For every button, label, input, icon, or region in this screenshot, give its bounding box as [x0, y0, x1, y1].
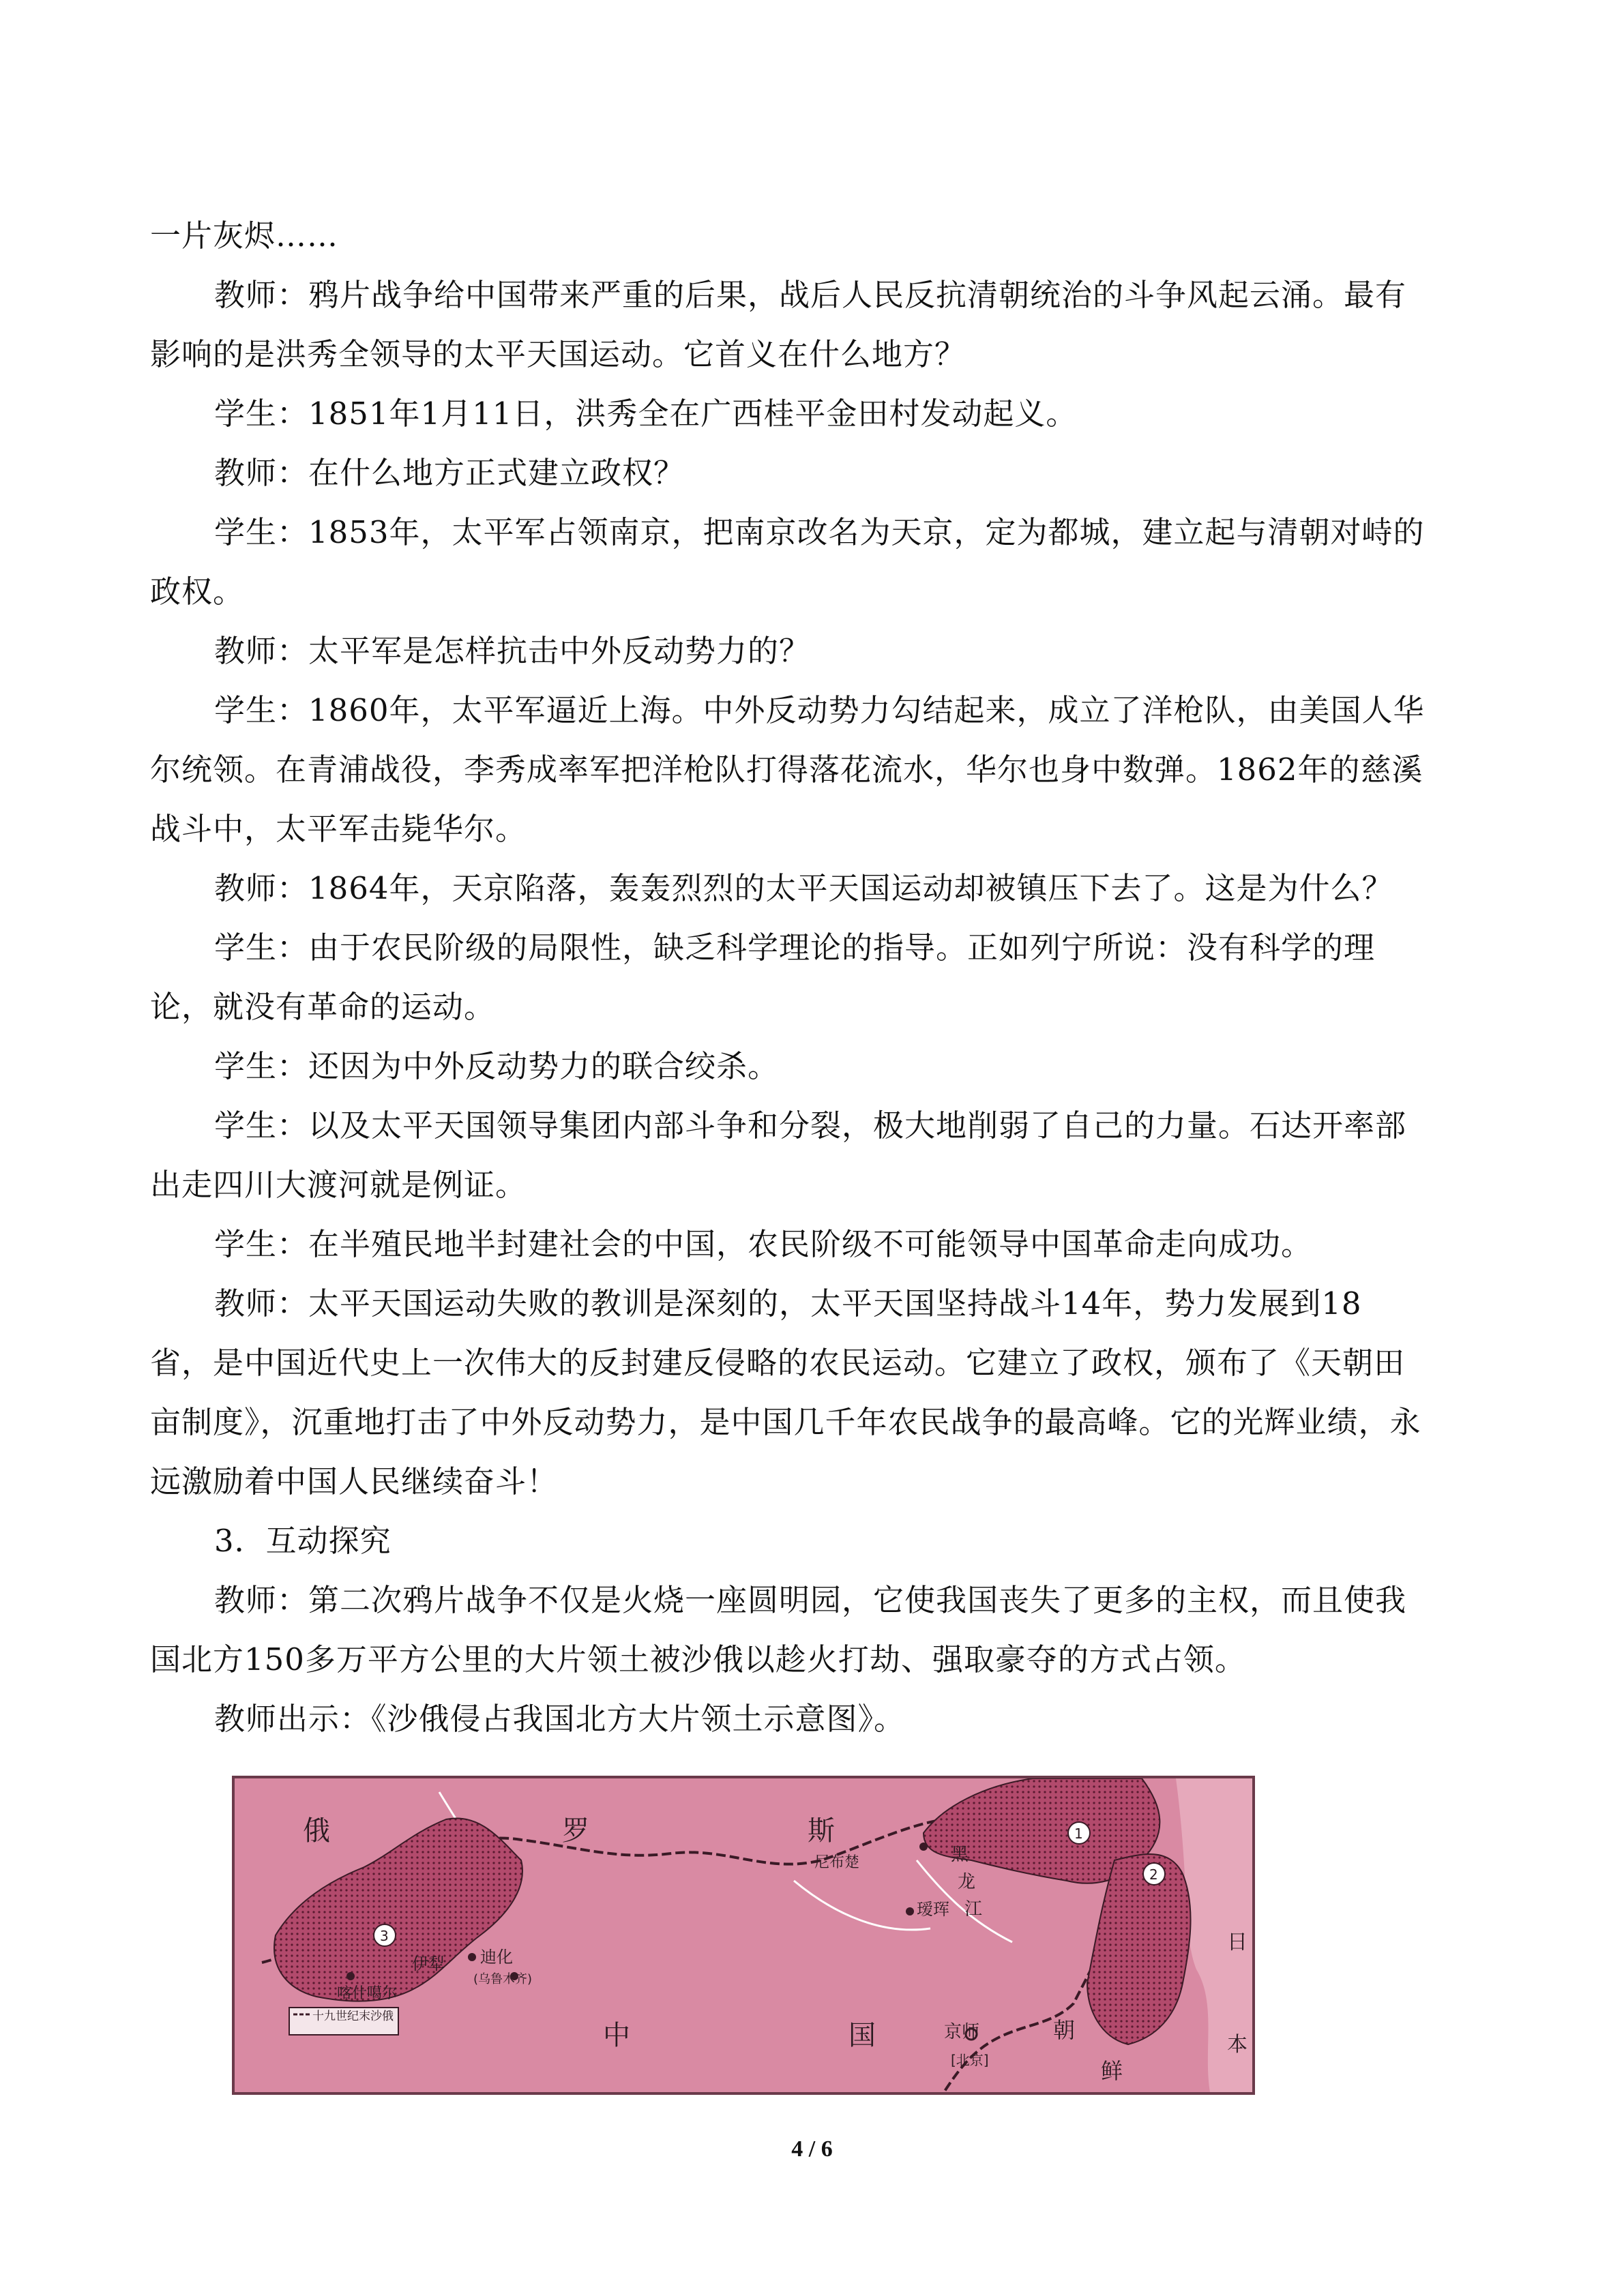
text-line: 学生：1851年1月11日，洪秀全在广西桂平金田村发动起义。 [214, 396, 1078, 432]
map-label: 伊犁 [412, 1954, 445, 1973]
map-label: 京师 [944, 2022, 980, 2042]
map-label: 日 [1227, 1930, 1247, 1954]
section-heading: 3．互动探究 [214, 1523, 392, 1559]
text-line: 影响的是洪秀全领导的太平天国运动。它首义在什么地方？ [150, 336, 966, 372]
map-legend-text: 十九世纪末沙俄 [312, 2010, 394, 2023]
map-label: 朝 [1053, 2017, 1076, 2043]
text-line: 教师：第二次鸦片战争不仅是火烧一座圆明园，它使我国丧失了更多的主权，而且使我 [214, 1582, 1407, 1618]
map-label: 罗 [562, 1815, 589, 1847]
text-line: 学生：以及太平天国领导集团内部斗争和分裂，极大地削弱了自己的力量。石达开率部 [214, 1107, 1407, 1144]
text-line: 教师：太平天国运动失败的教训是深刻的，太平天国坚持战斗14年，势力发展到18 [214, 1285, 1362, 1322]
text-line: 教师：鸦片战争给中国带来严重的后果，战后人民反抗清朝统治的斗争风起云涌。最有 [214, 277, 1407, 313]
text-line: 国北方150多万平方公里的大片领土被沙俄以趁火打劫、强取豪夺的方式占领。 [150, 1641, 1246, 1678]
text-line: 教师：在什么地方正式建立政权？ [214, 455, 685, 491]
text-line: 教师：太平军是怎样抗击中外反动势力的？ [214, 633, 811, 669]
text-line: 政权。 [150, 573, 245, 610]
text-line: 论，就没有革命的运动。 [150, 989, 496, 1025]
map-label: [北京] [951, 2052, 989, 2068]
text-line: 学生：1853年，太平军占领南京，把南京改名为天京，定为都城，建立起与清朝对峙的 [214, 514, 1425, 550]
page-number: 4 / 6 [791, 2136, 833, 2162]
text-line: 学生：还因为中外反动势力的联合绞杀。 [214, 1048, 780, 1084]
text-line: 教师出示：《沙俄侵占我国北方大片领土示意图》。 [214, 1701, 906, 1737]
region-number: 3 [380, 1928, 389, 1944]
region-number: 2 [1149, 1866, 1158, 1883]
text-line: 出走四川大渡河就是例证。 [150, 1167, 527, 1203]
map-label: 本 [1227, 2033, 1247, 2057]
city-marker [346, 1972, 355, 1980]
region-number: 1 [1074, 1825, 1083, 1842]
map-label: 迪化 [480, 1948, 513, 1967]
text-line: 一片灰烬…… [150, 218, 339, 254]
text-line: 省，是中国近代史上一次伟大的反封建反侵略的农民运动。它建立了政权，颁布了《天朝田 [150, 1345, 1406, 1381]
text-line: 战斗中，太平军击毙华尔。 [150, 811, 527, 847]
text-line: 尔统领。在青浦战役，李秀成率军把洋枪队打得落花流水，华尔也身中数弹。1862年的慈溪 [150, 751, 1423, 788]
map-label: 江 [964, 1899, 983, 1920]
text-line: 亩制度》，沉重地打击了中外反动势力，是中国几千年农民战争的最高峰。它的光辉业绩，永 [150, 1404, 1421, 1440]
map-label: 龙 [958, 1872, 976, 1892]
text-line: 远激励着中国人民继续奋斗！ [150, 1463, 559, 1500]
text-line: 学生：由于农民阶级的局限性，缺乏科学理论的指导。正如列宁所说：没有科学的理 [214, 929, 1376, 966]
map-label: 黑 [951, 1845, 969, 1865]
text-line: 学生：在半殖民地半封建社会的中国，农民阶级不可能领导中国革命走向成功。 [214, 1226, 1313, 1262]
map-label: 斯 [808, 1815, 835, 1847]
city-marker [919, 1843, 928, 1851]
map-label: (乌鲁木齐) [473, 1972, 533, 1986]
map-label: 尼布楚 [814, 1854, 860, 1871]
map-label: 俄 [303, 1815, 330, 1847]
text-line: 教师：1864年，天京陷落，轰轰烈烈的太平天国运动却被镇压下去了。这是为什么？ [214, 870, 1393, 906]
map-label: 喀什噶尔 [337, 1985, 398, 2002]
map-label: 鲜 [1101, 2058, 1123, 2084]
map-label: 国 [848, 2020, 876, 2051]
map-graphic [235, 1778, 1252, 2092]
map-label: 中 [603, 2020, 630, 2051]
text-line: 学生：1860年，太平军逼近上海。中外反动势力勾结起来，成立了洋枪队，由美国人华 [214, 692, 1425, 728]
city-marker [906, 1907, 914, 1915]
city-marker [468, 1953, 476, 1961]
territory-map-figure [232, 1776, 1255, 2095]
map-label: 瑷珲 [917, 1900, 949, 1919]
